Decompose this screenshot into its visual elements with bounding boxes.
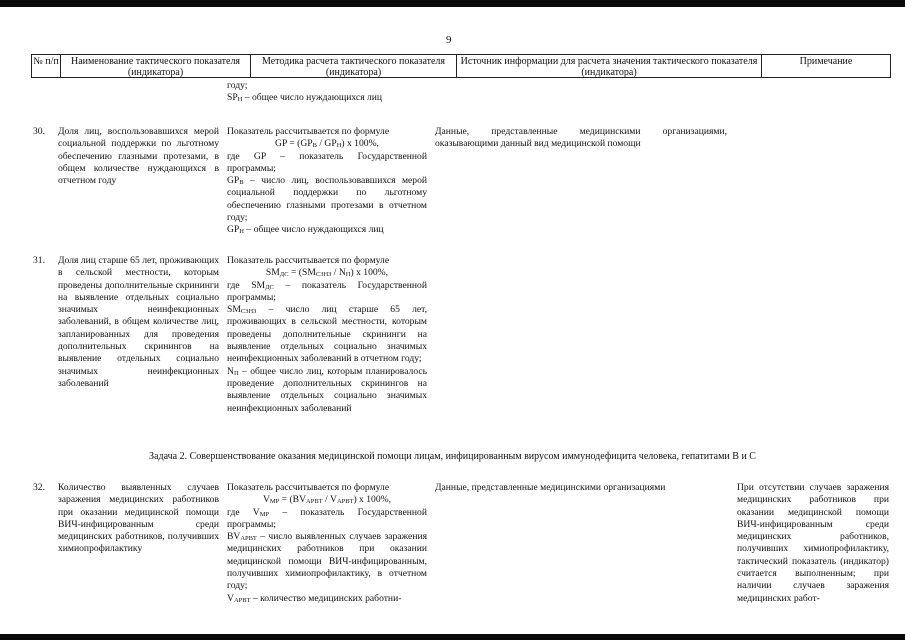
page-number: 9 xyxy=(446,34,452,46)
prev-continuation xyxy=(227,80,427,105)
header-source: Источник информации для расчета значения тактического показателя (индикатора) xyxy=(456,55,761,77)
row31-method-intro: Показатель рассчитывается по формуле xyxy=(227,255,390,266)
row31-formula: $SM_{ДС} = (SM_{СЗНЗ} / N_П)$ x 100%, xyxy=(265,267,389,279)
row31-method-def1: где $SM_{ДС}$ – показатель Государственной программы; xyxy=(227,279,427,303)
row32-number: 32. xyxy=(33,482,45,493)
row30-source: Данные, представленные медицинскими организациями, оказывающими данный вид медицинской помощи xyxy=(435,126,727,150)
row32-source: Данные, представленные медицинскими организациями xyxy=(435,482,666,493)
header-note: Примечание xyxy=(761,55,890,77)
row31-number: 31. xyxy=(33,255,45,266)
row30-method xyxy=(227,126,427,237)
row30-method-def3: $GP_Н$ – общее число нуждающихся лиц xyxy=(227,224,384,236)
table-header xyxy=(31,54,891,78)
top-border xyxy=(0,0,905,7)
row31-method-def2: $SM_{СЗНЗ}$ – число лиц старше 65 лет, проживающих в сельской местности, которым проведены дополнительные скрининги на выявление отдельных социально значимых неинфекционных заболеваний в отчетном году; xyxy=(227,304,427,365)
bottom-border xyxy=(0,634,905,640)
row31-method xyxy=(227,255,427,415)
row30-method-def2: $GP_В$ – число лиц, воспользовавшихся мерой социальной поддержки по льготному обеспечению глазными протезами в отчетном году; xyxy=(227,175,427,224)
row32-name: Количество выявленных случаев заражения медицинских работников при оказании медицинской помощи ВИЧ-инфицированным среди медицинских работников, получивших химиопрофилактику xyxy=(58,482,219,555)
header-method: Методика расчета тактического показателя (индикатора) xyxy=(250,55,456,77)
prev-formula-var: $SP_Н$ – общее число нуждающихся лиц xyxy=(227,92,383,104)
row30-number: 30. xyxy=(33,126,45,137)
row32-method-def1: где $V_{МР}$ – показатель Государственной программы; xyxy=(227,506,427,530)
header-name: Наименование тактического показателя (индикатора) xyxy=(60,55,250,77)
row32-method-def3: $V_{АРВТ}$ – количество медицинских работни- xyxy=(227,592,402,604)
row30-method-def1: где GP – показатель Государственной программы; xyxy=(227,150,427,174)
row31-method-def3: $N_П$ – общее число лиц, которым планировалось проведение дополнительных скринингов на выявление отдельных социально значимых неинфекционных заболеваний xyxy=(227,365,427,414)
row30-name: Доля лиц, воспользовавшихся мерой социальной поддержки по льготному обеспечению глазными протезами, в общем количестве нуждающихся в отчетном году xyxy=(58,126,219,187)
task-heading: Задача 2. Совершенствование оказания медицинской помощи лицам, инфицированным вирусом иммунодефицита человека, гепатитами В и С xyxy=(149,451,756,462)
row32-formula: $V_{МР} = (BV_{АРВТ} / V_{АРВТ})$ x 100%, xyxy=(262,494,392,506)
row32-method-intro: Показатель рассчитывается по формуле xyxy=(227,482,390,493)
row32-method-def2: $BV_{АРВТ}$ – число выявленных случаев заражения медицинских работников при оказании медицинской помощи ВИЧ-инфицированным, получивших химиопрофилактику, в отчетном году; xyxy=(227,531,427,592)
header-no: № п/п xyxy=(33,56,59,67)
row30-method-intro: Показатель рассчитывается по формуле xyxy=(227,126,390,137)
row31-name: Доля лиц старше 65 лет, проживающих в сельской местности, которым проведены дополнительные скрининги на выявление отдельных социально значимых неинфекционных заболеваний, в общем количестве лиц, запланированных для проведения дополнительных скринингов на выявление отдельных социально значимых неинфекционных заболеваний xyxy=(58,255,219,389)
row32-note: При отсутствии случаев заражения медицинских работников при оказании медицинской помощи ВИЧ-инфицированным среди медицинских работников, получивших химиопрофилактику, тактический показатель (индикатор) считается выполненным; при наличии случаев заражения медицинских работ- xyxy=(737,482,889,604)
prev-line: году; xyxy=(227,80,248,91)
row30-formula: GP = $(GP_В / GP_Н)$ x 100%, xyxy=(275,138,379,150)
row32-method xyxy=(227,482,427,605)
